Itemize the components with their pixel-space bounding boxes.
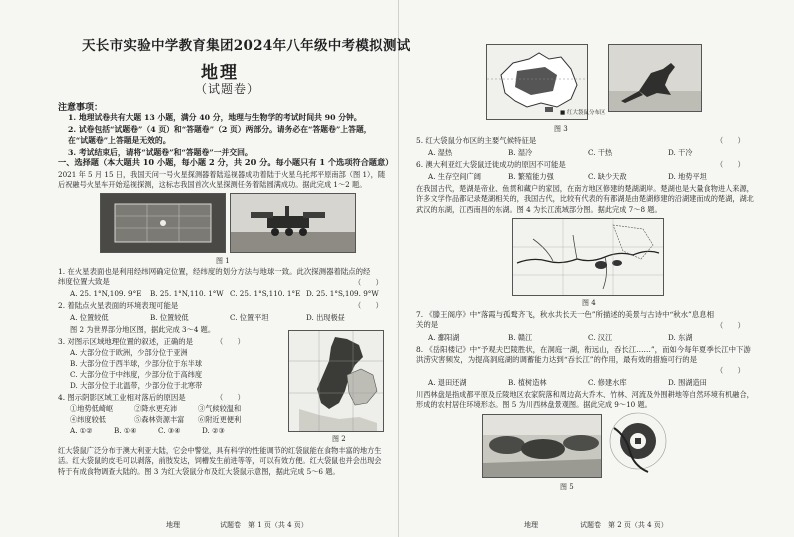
option: D. 干冷 <box>668 148 693 157</box>
page-fold <box>398 0 399 537</box>
option: A. 鄱阳湖 <box>428 333 460 342</box>
kangaroo-photo <box>608 44 702 112</box>
figure-4-caption: 图 4 <box>582 299 596 307</box>
answer-paren: （ ） <box>716 321 745 330</box>
figure-2-map <box>288 330 384 432</box>
option: C. 位置平坦 <box>230 313 269 322</box>
figure-5-caption: 图 5 <box>560 483 574 491</box>
option: B. 湿冷 <box>508 148 533 157</box>
option: B. 25. 1°N,110. 1°W <box>150 289 224 298</box>
footer-subject: 地理 <box>524 521 538 529</box>
question-4: 4. 图示阴影区域工业相对落后的原因是 <box>58 393 186 402</box>
option: B. 植树造林 <box>508 378 547 387</box>
figure-1-caption: 图 1 <box>216 257 230 265</box>
answer-paren: （ ） <box>716 160 745 169</box>
figure-3-caption: 图 3 <box>554 125 568 133</box>
page-1 <box>48 0 411 537</box>
subject-heading: 地理 <box>201 63 239 83</box>
note-item: 1. 地理试卷共有大题 13 小题，满分 40 分，地理与生物学的考试时间共 90 分钟。 <box>68 113 362 122</box>
option: A. 退田还湖 <box>428 378 467 387</box>
option: A. 湿热 <box>428 148 453 157</box>
notes-list <box>68 112 384 158</box>
exam-title: 天长市实验中学教育集团2024年八年级中考模拟测试 <box>82 38 411 54</box>
option-item: ③气候较温和 <box>198 404 242 413</box>
answer-paren: （ ） <box>216 393 245 402</box>
figure-3-legend: ■ 红大袋鼠分布区 <box>560 110 606 116</box>
linpan-photo <box>482 414 602 478</box>
option: B. 位置较低 <box>150 313 189 322</box>
intro-paragraph: 红大袋鼠广泛分布于澳大利亚大陆，它会中警觉，具有科学的性能调节的红袋鼠能在食物丰富的地方生活。红大袋鼠的皮毛可以剥落，前肢发达，饲槽发生前进等等，可以有效方便。红大袋鼠也并会出现会特于有成食物调查大陆的。图 3 为红大袋鼠分布及红大袋鼠示意图，据此完成 5～6 题。 <box>58 446 382 476</box>
answer-paren: （ ） <box>216 337 245 346</box>
question-5: 5. 红大袋鼠分布区的主要气候特征是 <box>416 136 537 145</box>
question-6: 6. 澳大利亚红大袋鼠迁徙成功的原因不可能是 <box>416 160 566 169</box>
intro-paragraph: 图 2 为世界部分地区图，据此完成 3～4 题。 <box>70 325 216 334</box>
footer-page: 试题卷 第 2 页（共 4 页） <box>580 521 668 529</box>
figure-4-map <box>512 218 664 296</box>
page-2 <box>412 0 760 537</box>
section-heading: 一、选择题（本大题共 10 小题，每小题 2 分，共 20 分。每小题只有 1 个选项符合题意） <box>58 157 394 167</box>
question-2: 2. 着陆点火星表面的环境表现可能是 <box>58 301 179 310</box>
question-1: 1. 在火星表面也是利用经纬网确定位置，经纬度的划分方法与地球一致。此次探测器着陆点的经纬度位置大致是 <box>58 267 371 287</box>
option: A. 25. 1°N,109. 9°E <box>70 289 142 298</box>
option: C. 缺少天敌 <box>588 172 627 181</box>
option: D. ②③ <box>202 426 225 435</box>
option: C. ③④ <box>158 426 181 435</box>
figure-2-caption: 图 2 <box>332 435 346 443</box>
mars-surface-photo <box>100 193 226 253</box>
question-8: 8. 《岳阳楼记》中“予观夫巴陵胜状，在洞庭一湖，衔远山，吞长江……”，而如今每年夏季长江中下游洪涝灾害频发，为提高洞庭湖的调蓄能力达到“吞长江”的作用，最有效的措施可行的是 <box>416 345 751 365</box>
option: A. 大部分位于欧洲，少部分位于亚洲 <box>70 348 188 357</box>
option: B. ①④ <box>114 426 137 435</box>
option-item: ②降水更充沛 <box>134 404 178 413</box>
option: B. 大部分位于西半球，少部分位于东半球 <box>70 359 203 368</box>
option: B. 赣江 <box>508 333 533 342</box>
footer-subject: 地理 <box>166 521 180 529</box>
option-item: ⑤森林资源丰富 <box>134 415 185 424</box>
intro-paragraph: 2021 年 5 月 15 日，我国天问一号火星探测器着陆巡视器成功着陆于火星乌托邦平原南部（图 1），随后祝融号火星车开始巡视探测，这标志我国首次火星探测任务着陆圆满成功。据此完成 1～2 题。 <box>58 170 386 190</box>
question-7: 7. 《滕王阁序》中“落霞与孤鹜齐飞，秋水共长天一色”所描述的美景与古诗中“秋水”息息相关的是 <box>416 310 714 330</box>
option-item: ④纬度较低 <box>70 415 106 424</box>
answer-paren: （ ） <box>716 136 745 145</box>
option: C. 汉江 <box>588 333 613 342</box>
option-item: ①地势低崎岖 <box>70 404 114 413</box>
question-3: 3. 对图示区域地理位置的叙述，正确的是 <box>58 337 194 346</box>
option-item: ⑥附近更便利 <box>198 415 242 424</box>
answer-paren: （ ） <box>716 366 745 375</box>
linpan-diagram <box>608 408 668 474</box>
option: C. 干热 <box>588 148 613 157</box>
option: B. 繁殖能力强 <box>508 172 554 181</box>
rover-photo <box>230 193 356 253</box>
option: D. 地势平坦 <box>668 172 707 181</box>
notes-heading: 注意事项： <box>58 103 104 113</box>
option: C. 25. 1°S,110. 1°E <box>230 289 301 298</box>
footer-page: 试题卷 第 1 页（共 4 页） <box>220 521 308 529</box>
note-item: 2. 试卷包括“试题卷”（4 页）和“答题卷”（2 页）两部分。请务必在“答题卷”上答题，在“试题卷”上答题是无效的。 <box>68 124 372 145</box>
option: D. 大部分位于北温带，少部分位于北寒带 <box>70 381 203 390</box>
answer-paren: （ ） <box>354 301 383 310</box>
option: D. 围湖造田 <box>668 378 707 387</box>
option: D. 出现极昼 <box>306 313 345 322</box>
note-item: 3. 考试结束后，请将“试题卷”和“答题卷”一并交回。 <box>68 147 253 157</box>
option: A. 生存空间广阔 <box>428 172 481 181</box>
option: A. 位置较低 <box>70 313 109 322</box>
option: D. 东湖 <box>668 333 693 342</box>
option: A. ①② <box>70 426 93 435</box>
option: C. 修建水库 <box>588 378 627 387</box>
option: D. 25. 1°S,109. 9°W <box>306 289 379 298</box>
option: C. 大部分位于中纬度，少部分位于高纬度 <box>70 370 203 379</box>
intro-paragraph: 川西林盘是指成都平原及丘陵地区农家院落和周边高大乔木、竹林、河流及外围耕地等自然环境有机融合，形成的农村居住环境形态。图 5 为川西林盘景观图。据此完成 9～10 题。 <box>416 390 754 410</box>
paper-type: （试题卷） <box>195 82 261 96</box>
answer-paren: （ ） <box>354 278 383 287</box>
intro-paragraph: 在我国古代，楚湖是帝业、鱼贯和藏户的家园，在南方地区修建的楚湖湖岸。楚湖也是大量食物进人来源，许多文学作品都记录楚湖相关的，我国古代，比较有代表的有都湖是由楚湖修建的沿湖建而成的楚湖，湖北武汉的东湖，江西南昌的东湖。图 4 为长江流域部分图。据此完成 7～8 题。 <box>416 184 754 214</box>
